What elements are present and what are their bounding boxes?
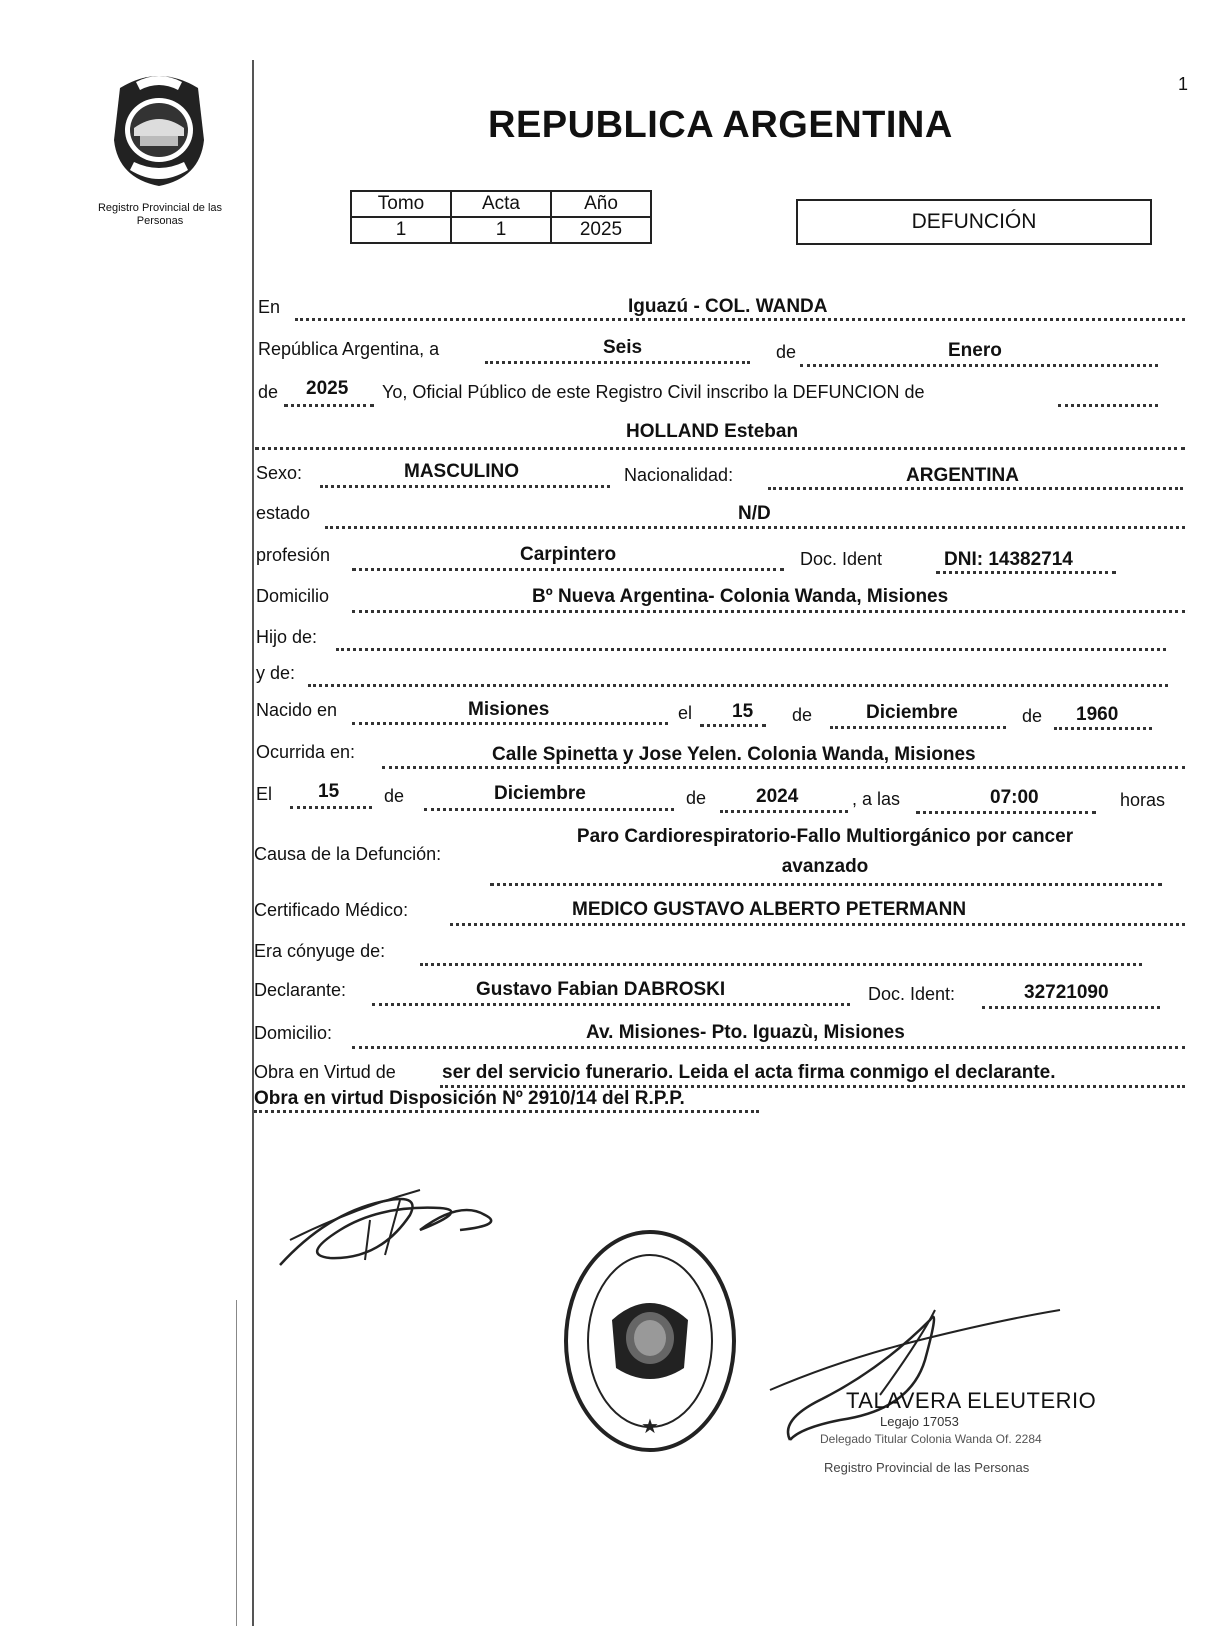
declarant-signature (270, 1170, 520, 1280)
label-nacido-en: Nacido en (256, 700, 338, 720)
deceased-name-value: HOLLAND Esteban (626, 421, 799, 442)
table-header-ano: Año (551, 191, 651, 217)
dotted-line (982, 1006, 1160, 1009)
dotted-line (420, 963, 1142, 966)
record-type-box: DEFUNCIÓN (796, 199, 1152, 245)
label-profesion: profesión (256, 545, 331, 565)
record-number-table (350, 190, 652, 244)
dotted-line (295, 318, 1185, 321)
address-value: Bº Nueva Argentina- Colonia Wanda, Misiones (532, 586, 949, 607)
label-republica: República Argentina, a (258, 339, 440, 359)
label-el: el (678, 703, 693, 723)
official-registry: Registro Provincial de las Personas (824, 1460, 1030, 1475)
label-hijo-de: Hijo de: (256, 627, 318, 647)
table-value-ano: 2025 (551, 217, 651, 243)
death-day-value: 15 (318, 781, 340, 802)
dotted-line (352, 1046, 1185, 1049)
scan-edge-line (236, 1300, 237, 1626)
dotted-line (255, 447, 1185, 450)
dotted-line (290, 806, 372, 809)
declarant-doc-value: 32721090 (1024, 982, 1109, 1003)
dotted-line (336, 648, 1166, 651)
label-de: de (792, 705, 813, 725)
provincial-emblem-icon (100, 70, 218, 192)
medical-cert-value: MEDICO GUSTAVO ALBERTO PETERMANN (572, 899, 967, 920)
page-number: 1 (1178, 74, 1189, 94)
birth-day-value: 15 (732, 701, 754, 722)
table-header-tomo: Tomo (351, 191, 451, 217)
label-doc-ident: Doc. Ident (800, 549, 883, 569)
obra-text1-value: ser del servicio funerario. Leida el acta firma conmigo el declarante. (442, 1062, 1056, 1083)
year-value: 2025 (306, 378, 349, 399)
label-causa: Causa de la Defunción: (254, 844, 442, 864)
dotted-line (284, 404, 374, 407)
label-horas: horas (1120, 790, 1166, 810)
birth-place-value: Misiones (468, 699, 550, 720)
dotted-line (916, 811, 1096, 814)
cause-line1-value: Paro Cardiorespiratorio-Fallo Multiorgánico por cancer (576, 826, 1074, 847)
dotted-line (424, 808, 674, 811)
label-en: En (258, 297, 281, 317)
place-value: Iguazú - COL. WANDA (628, 296, 828, 317)
label-a-las: , a las (852, 789, 901, 809)
dotted-line (372, 1003, 850, 1006)
birth-year-value: 1960 (1076, 704, 1119, 725)
label-domicilio: Domicilio (256, 586, 330, 606)
doc-id-value: DNI: 14382714 (944, 549, 1073, 570)
label-ocurrida-en: Ocurrida en: (256, 742, 356, 762)
dotted-line (1054, 727, 1152, 730)
obra-text2-value: Obra en virtud Disposición Nº 2910/14 del R.P.P. (254, 1088, 685, 1109)
dotted-line (352, 722, 668, 725)
table-value-tomo: 1 (351, 217, 451, 243)
official-role: Delegado Titular Colonia Wanda Of. 2284 (820, 1432, 1042, 1446)
dotted-line (700, 724, 766, 727)
label-de: de (258, 382, 279, 402)
dotted-line (830, 726, 1006, 729)
document-title: REPUBLICA ARGENTINA (488, 104, 953, 146)
dotted-line (352, 610, 1185, 613)
label-de: de (776, 342, 797, 362)
dotted-line (352, 568, 784, 571)
dotted-line (308, 684, 1168, 687)
label-certificado: Certificado Médico: (254, 900, 409, 920)
day-text-value: Seis (603, 337, 643, 358)
dotted-line (936, 571, 1116, 574)
table-value-acta: 1 (451, 217, 551, 243)
dotted-line (490, 883, 1162, 886)
dotted-line (254, 1110, 759, 1113)
month-text-value: Enero (948, 340, 1002, 361)
label-y-de: y de: (256, 663, 296, 683)
registry-label: Registro Provincial de las Personas (97, 202, 223, 227)
label-de: de (686, 788, 707, 808)
label-de: de (384, 786, 405, 806)
official-name: TALAVERA ELEUTERIO (846, 1388, 1097, 1413)
margin-line (252, 60, 254, 1626)
label-estado: estado (256, 503, 311, 523)
label-declarante: Declarante: (254, 980, 347, 1000)
profession-value: Carpintero (520, 544, 617, 565)
birth-month-value: Diciembre (866, 702, 958, 723)
label-obra-virtud: Obra en Virtud de (254, 1062, 396, 1082)
label-nacionalidad: Nacionalidad: (624, 465, 734, 485)
dotted-line (325, 526, 1185, 529)
dotted-line (485, 361, 750, 364)
dotted-line (800, 364, 1158, 367)
nationality-value: ARGENTINA (906, 465, 1019, 486)
dotted-line (382, 766, 1185, 769)
death-year-value: 2024 (756, 786, 799, 807)
official-legajo: Legajo 17053 (880, 1414, 959, 1429)
label-el-cap: El (256, 784, 273, 804)
death-time-value: 07:00 (990, 787, 1039, 808)
label-de: de (1022, 706, 1043, 726)
dotted-line (450, 923, 1185, 926)
death-month-value: Diciembre (494, 783, 586, 804)
label-sexo: Sexo: (256, 463, 303, 483)
table-header-acta: Acta (451, 191, 551, 217)
label-domicilio-decl: Domicilio: (254, 1023, 333, 1043)
dotted-line (1058, 404, 1158, 407)
marital-status-value: N/D (738, 503, 771, 524)
label-doc-ident-decl: Doc. Ident: (868, 984, 956, 1004)
sex-value: MASCULINO (404, 461, 520, 482)
declarant-value: Gustavo Fabian DABROSKI (476, 979, 726, 1000)
dotted-line (320, 485, 610, 488)
death-place-value: Calle Spinetta y Jose Yelen. Colonia Wanda, Misiones (492, 744, 976, 765)
delegation-seal (562, 1228, 738, 1454)
cause-line2-value: avanzado (781, 856, 869, 877)
declarant-address-value: Av. Misiones- Pto. Iguazù, Misiones (586, 1022, 905, 1043)
label-yo-oficial: Yo, Oficial Público de este Registro Civil inscribo la DEFUNCION de (382, 382, 925, 402)
dotted-line (720, 810, 848, 813)
svg-text:★: ★ (641, 1414, 659, 1438)
label-conyuge: Era cónyuge de: (254, 941, 386, 961)
dotted-line (768, 487, 1183, 490)
